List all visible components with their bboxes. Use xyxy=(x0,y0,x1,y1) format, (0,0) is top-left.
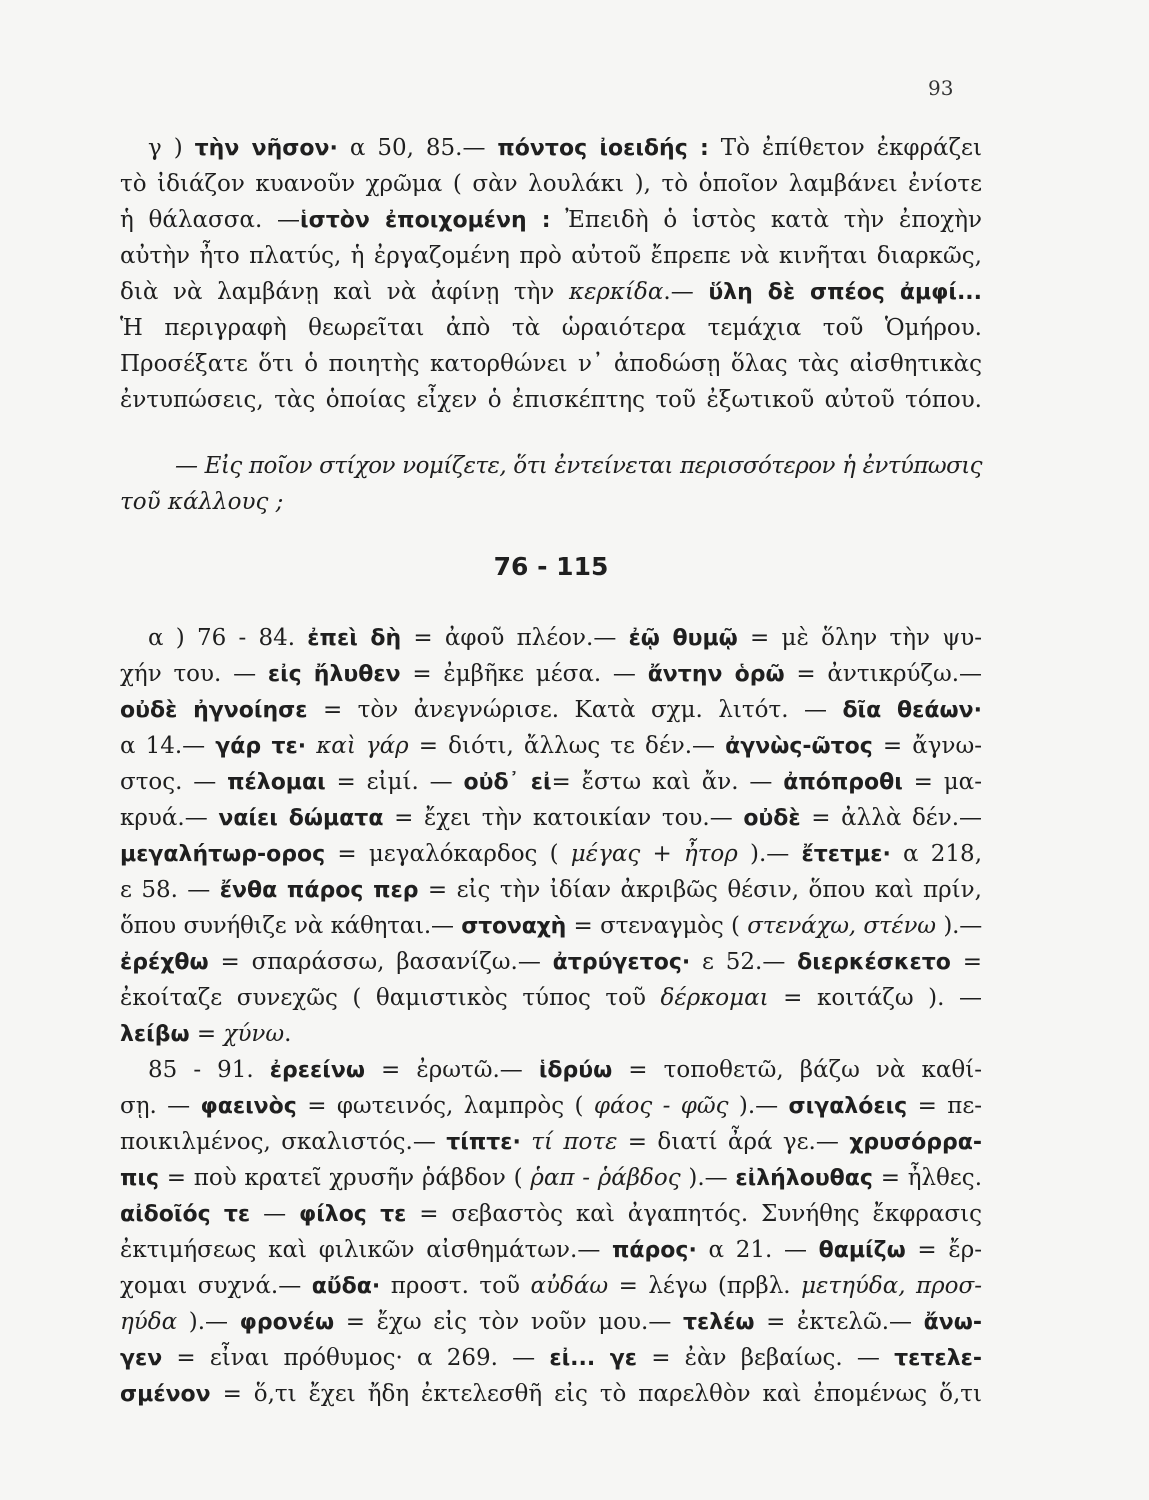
line-content xyxy=(120,351,982,377)
lemma-term: ναίει δώματα xyxy=(218,806,384,831)
text-run: ).— xyxy=(935,913,982,939)
line-content xyxy=(120,1165,982,1191)
text-run: ε 58. — xyxy=(120,877,220,903)
italic-text: μέγας + ἦτορ xyxy=(570,841,738,867)
lemma-term: δῖα θεάων· xyxy=(842,698,982,723)
text-line xyxy=(120,908,982,944)
text-run: = ὅ,τι ἔχει ἤδη ἐκτελεσθῆ εἰς τὸ παρελθὸν καὶ ἐπομένως ὅ,τι xyxy=(210,1381,982,1407)
line-content xyxy=(120,315,982,341)
italic-text: χύνω xyxy=(223,1021,285,1047)
lemma-term: ἀπόπροθι xyxy=(783,770,903,795)
text-run: = εἰς τὴν ἰδίαν ἀκριβῶς θέσιν, ὅπου καὶ πρίν, xyxy=(418,877,982,903)
text-run: = ἄγνω- xyxy=(872,733,983,759)
italic-text: τοῦ κάλλους ; xyxy=(120,489,284,515)
lemma-term: λείβω xyxy=(120,1022,190,1047)
line-content xyxy=(120,949,982,975)
text-run: = διατί ἆρά γε.— xyxy=(617,1129,850,1155)
text-run: = ποὺ κρατεῖ χρυσῆν ῥάβδον ( xyxy=(159,1165,531,1191)
text-run xyxy=(306,733,316,759)
lemma-term: σμένον xyxy=(120,1382,211,1407)
text-run: = ἔστω καὶ ἄν. — xyxy=(551,769,784,795)
text-line xyxy=(120,1340,982,1376)
line-content xyxy=(120,1021,291,1047)
text-run: = ἐὰν βεβαίως. — xyxy=(637,1345,895,1371)
lemma-term: τετελε- xyxy=(894,1346,982,1371)
text-run: ).— xyxy=(737,841,802,867)
line-content xyxy=(120,1381,982,1407)
lemma-term: ἀγνὼς-ῶτος xyxy=(725,734,873,759)
text-run: ).— xyxy=(177,1309,240,1335)
line-content xyxy=(120,985,982,1011)
lemma-term: πόντος ἰοειδής : xyxy=(497,136,709,161)
italic-text: αὐδάω xyxy=(530,1273,609,1299)
text-run: ).— xyxy=(728,1093,789,1119)
lemma-term: ἱδρύω xyxy=(538,1058,613,1083)
text-run: Προσέξατε ὅτι ὁ ποιητὴς κατορθώνει ν᾽ ἀποδώσῃ ὅλας τὰς αἰσθητικὰς xyxy=(120,351,982,377)
text-run: = εἶναι πρόθυμος· α 269. — xyxy=(162,1345,550,1371)
line-content xyxy=(120,733,982,759)
text-run: = ἀντικρύζω.— xyxy=(784,661,983,687)
text-run: = xyxy=(950,949,982,975)
section-heading: 76 - 115 xyxy=(493,552,609,581)
italic-text: ηύδα xyxy=(120,1309,178,1335)
line-content xyxy=(120,1273,982,1299)
text-line xyxy=(120,310,982,346)
text-line xyxy=(120,1376,982,1412)
line-content xyxy=(120,769,982,795)
italic-text: μετηύδα, προσ- xyxy=(801,1273,982,1299)
text-run: γ ) xyxy=(148,135,195,161)
lemma-term: ἔτετμε· xyxy=(801,842,891,867)
lemma-term: ὕλη δὲ σπέος ἀμφί... xyxy=(708,280,983,305)
italic-text: φάος - φῶς xyxy=(593,1093,729,1119)
line-content xyxy=(120,489,283,515)
lemma-term: οὐδὲ xyxy=(743,806,801,831)
text-run: = ἦλθες. xyxy=(872,1165,983,1191)
text-run: ποικιλμένος, σκαλιστός.— xyxy=(120,1129,447,1155)
italic-text: κερκίδα xyxy=(568,279,664,305)
text-line xyxy=(120,656,982,692)
lemma-term: τελέω xyxy=(682,1310,755,1335)
lemma-term: ἀτρύγετος· xyxy=(552,950,691,975)
text-run: = μεγαλόκαρδος ( xyxy=(325,841,571,867)
text-line xyxy=(120,274,982,310)
line-content xyxy=(120,841,982,867)
text-line xyxy=(120,1304,982,1340)
text-line xyxy=(120,1088,982,1124)
text-run: = φωτεινός, λαμπρὸς ( xyxy=(296,1093,594,1119)
lemma-term: μεγαλήτωρ-ορος xyxy=(120,842,326,867)
italic-text: καὶ γάρ xyxy=(316,733,409,759)
text-line xyxy=(120,382,982,418)
italic-text: τί ποτε xyxy=(531,1129,618,1155)
text-line xyxy=(120,620,982,656)
line-content xyxy=(120,1309,982,1335)
text-line xyxy=(120,800,982,836)
text-run: α 218, xyxy=(890,841,982,867)
lemma-term: εἰς ἤλυθεν xyxy=(267,662,401,687)
lemma-term: οὐδ᾽ εἰ xyxy=(463,770,552,795)
text-line xyxy=(120,238,982,274)
text-run: Ἐπειδὴ ὁ ἱστὸς κατὰ τὴν ἐποχὴν xyxy=(550,207,982,233)
text-run: = xyxy=(189,1021,224,1047)
text-run: = ἀφοῦ πλέον.— xyxy=(401,625,629,651)
text-run: = ἐρωτῶ.— xyxy=(364,1057,539,1083)
lemma-term: διερκέσκετο xyxy=(797,950,951,975)
line-content xyxy=(120,877,982,903)
text-line xyxy=(120,692,982,728)
text-run: = μα- xyxy=(902,769,982,795)
text-line xyxy=(120,1196,982,1232)
text-run: α 50, 85.— xyxy=(337,135,498,161)
commentary-paragraph xyxy=(120,620,982,1052)
text-run: στος. — xyxy=(120,769,228,795)
text-run xyxy=(521,1129,531,1155)
text-run: = ἔρ- xyxy=(905,1237,982,1263)
line-content xyxy=(148,625,982,651)
text-run: = ἔχει τὴν κατοικίαν του.— xyxy=(383,805,744,831)
lemma-term: φαεινὸς xyxy=(200,1094,297,1119)
italic-text: δέρκομαι xyxy=(660,985,769,1011)
line-content xyxy=(120,1237,982,1263)
text-run: = διότι, ἄλλως τε δέν.— xyxy=(408,733,726,759)
lemma-term: τίπτε· xyxy=(446,1130,521,1155)
text-run: α 14.— xyxy=(120,733,216,759)
text-run: ἐκοίταζε συνεχῶς ( θαμιστικὸς τύπος τοῦ xyxy=(120,985,661,1011)
text-run: = εἰμί. — xyxy=(325,769,464,795)
text-run: — xyxy=(250,1201,299,1227)
lemma-term: αὔδα· xyxy=(311,1274,381,1299)
text-line xyxy=(120,1268,982,1304)
text-line xyxy=(120,202,982,238)
commentary-paragraph xyxy=(120,130,982,418)
text-run: κρυά.— xyxy=(120,805,219,831)
line-content xyxy=(120,805,982,831)
text-line xyxy=(120,130,982,166)
text-line xyxy=(120,346,982,382)
lemma-term: ἄντην ὁρῶ xyxy=(647,662,785,687)
lemma-term: φρονέω xyxy=(239,1310,335,1335)
line-content xyxy=(120,1201,982,1227)
text-run: τὸ ἰδιάζον κυανοῦν χρῶμα ( σὰν λουλάκι ), τὸ ὁποῖον λαμβάνει ἐνίοτε xyxy=(120,171,982,197)
line-content xyxy=(120,171,982,197)
text-run: χήν του. — xyxy=(120,661,268,687)
italic-text: ῥαπ - ῥάβδος xyxy=(530,1165,681,1191)
lemma-term: εἰλήλουθας xyxy=(735,1166,873,1191)
lemma-term: ἐπεὶ δὴ xyxy=(307,626,402,651)
text-run: = ἔχω εἰς τὸν νοῦν μου.— xyxy=(334,1309,683,1335)
line-content xyxy=(120,207,982,233)
text-line xyxy=(120,764,982,800)
text-run: = τοποθετῶ, βάζω νὰ καθί- xyxy=(612,1057,982,1083)
lemma-term: στοναχὴ xyxy=(461,914,567,939)
text-run: Ἡ περιγραφὴ θεωρεῖται ἀπὸ τὰ ὡραιότερα τεμάχια τοῦ Ὁμήρου. xyxy=(120,315,982,341)
text-run: Τὸ ἐπίθετον ἐκφράζει xyxy=(708,135,982,161)
lemma-term: οὐδὲ ἠγνοίησε xyxy=(120,698,308,723)
study-question xyxy=(120,448,982,520)
text-line xyxy=(120,484,982,520)
text-run: σῃ. — xyxy=(120,1093,201,1119)
lemma-term: ἐῷ θυμῷ xyxy=(628,626,738,651)
text-line xyxy=(120,166,982,202)
text-line xyxy=(120,1124,982,1160)
lemma-term: θαμίζω xyxy=(818,1238,906,1263)
lemma-term: ἔνθα πάρος περ xyxy=(219,878,419,903)
text-run: ε 52.— xyxy=(690,949,798,975)
lemma-term: φίλος τε xyxy=(298,1202,407,1227)
lemma-term: αἰδοῖός τε xyxy=(120,1202,251,1227)
text-line xyxy=(120,980,982,1016)
text-run: = κοιτάζω ). — xyxy=(768,985,982,1011)
text-line xyxy=(120,1160,982,1196)
text-run: = ἀλλὰ δέν.— xyxy=(800,805,982,831)
lemma-term: τὴν νῆσον· xyxy=(194,136,338,161)
text-run: = ἐκτελῶ.— xyxy=(754,1309,924,1335)
text-run: ἐντυπώσεις, τὰς ὁποίας εἶχεν ὁ ἐπισκέπτης τοῦ ἐξωτικοῦ αὐτοῦ τόπου. xyxy=(120,387,982,413)
text-run: = σεβαστὸς καὶ ἀγαπητός. Συνήθης ἔκφρασις xyxy=(406,1201,982,1227)
text-run: α ) 76 - 84. xyxy=(148,625,308,651)
page-number: 93 xyxy=(928,76,954,100)
line-content xyxy=(120,913,982,939)
lemma-term: πέλομαι xyxy=(227,770,326,795)
line-content xyxy=(120,387,982,413)
line-content xyxy=(120,1093,982,1119)
line-content xyxy=(148,1057,982,1083)
text-line xyxy=(120,836,982,872)
text-line xyxy=(120,728,982,764)
text-run: ἐκτιμήσεως καὶ φιλικῶν αἰσθημάτων.— xyxy=(120,1237,613,1263)
line-content xyxy=(120,1129,982,1155)
line-content xyxy=(120,279,982,305)
text-run: αὐτὴν ἦτο πλατύς, ἡ ἐργαζομένη πρὸ αὐτοῦ ἔπρεπε νὰ κινῆται διαρκῶς, xyxy=(120,243,982,269)
lemma-term: ἱστὸν ἐποιχομένη : xyxy=(300,208,551,233)
line-content xyxy=(148,135,982,161)
text-run: χομαι συχνά.— xyxy=(120,1273,312,1299)
text-run: 85 - 91. xyxy=(148,1057,270,1083)
line-content xyxy=(120,1345,982,1371)
text-line xyxy=(120,1016,982,1052)
text-line xyxy=(120,944,982,980)
lemma-term: πις xyxy=(120,1166,160,1191)
lemma-term: ἐρέχθω xyxy=(120,950,209,975)
text-run: ἡ θάλασσα. — xyxy=(120,207,300,233)
line-content xyxy=(120,243,982,269)
text-line xyxy=(120,448,982,484)
text-run: = μὲ ὅλην τὴν ψυ- xyxy=(737,625,982,651)
text-run: ).— xyxy=(680,1165,736,1191)
text-run: προστ. τοῦ xyxy=(380,1273,531,1299)
line-content xyxy=(120,661,982,687)
lemma-term: ἄνω- xyxy=(923,1310,983,1335)
line-content xyxy=(175,453,982,479)
text-run: . xyxy=(284,1021,292,1047)
lemma-term: ἐρεείνω xyxy=(269,1058,365,1083)
text-line xyxy=(120,1052,982,1088)
lemma-term: γεν xyxy=(120,1346,163,1371)
text-line xyxy=(120,872,982,908)
line-content xyxy=(120,697,982,723)
text-run: .— xyxy=(663,279,709,305)
text-run: διὰ νὰ λαμβάνῃ καὶ νὰ ἀφίνῃ τὴν xyxy=(120,279,569,305)
lemma-term: πάρος· xyxy=(612,1238,697,1263)
text-run: = στεναγμὸς ( xyxy=(566,913,748,939)
text-run: = σπαράσσω, βασανίζω.— xyxy=(208,949,553,975)
text-run: = ἐμβῆκε μέσα. — xyxy=(400,661,648,687)
lemma-term: εἰ... γε xyxy=(549,1346,638,1371)
text-run: α 21. — xyxy=(696,1237,819,1263)
commentary-paragraph xyxy=(120,1052,982,1412)
text-run: ὅπου συνήθιζε νὰ κάθηται.— xyxy=(120,913,462,939)
text-run: = πε- xyxy=(907,1093,983,1119)
italic-text: — Εἰς ποῖον στίχον νομίζετε, ὅτι ἐντείνεται περισσότερον ἡ ἐντύπωσις xyxy=(175,453,982,479)
lemma-term: γάρ τε· xyxy=(215,734,307,759)
italic-text: στενάχω, στένω xyxy=(747,913,936,939)
text-run: = λέγω (πρβλ. xyxy=(608,1273,802,1299)
text-line xyxy=(120,1232,982,1268)
text-run: = τὸν ἀνεγνώρισε. Κατὰ σχμ. λιτότ. — xyxy=(307,697,843,723)
lemma-term: σιγαλόεις xyxy=(788,1094,908,1119)
lemma-term: χρυσόρρα- xyxy=(849,1130,983,1155)
